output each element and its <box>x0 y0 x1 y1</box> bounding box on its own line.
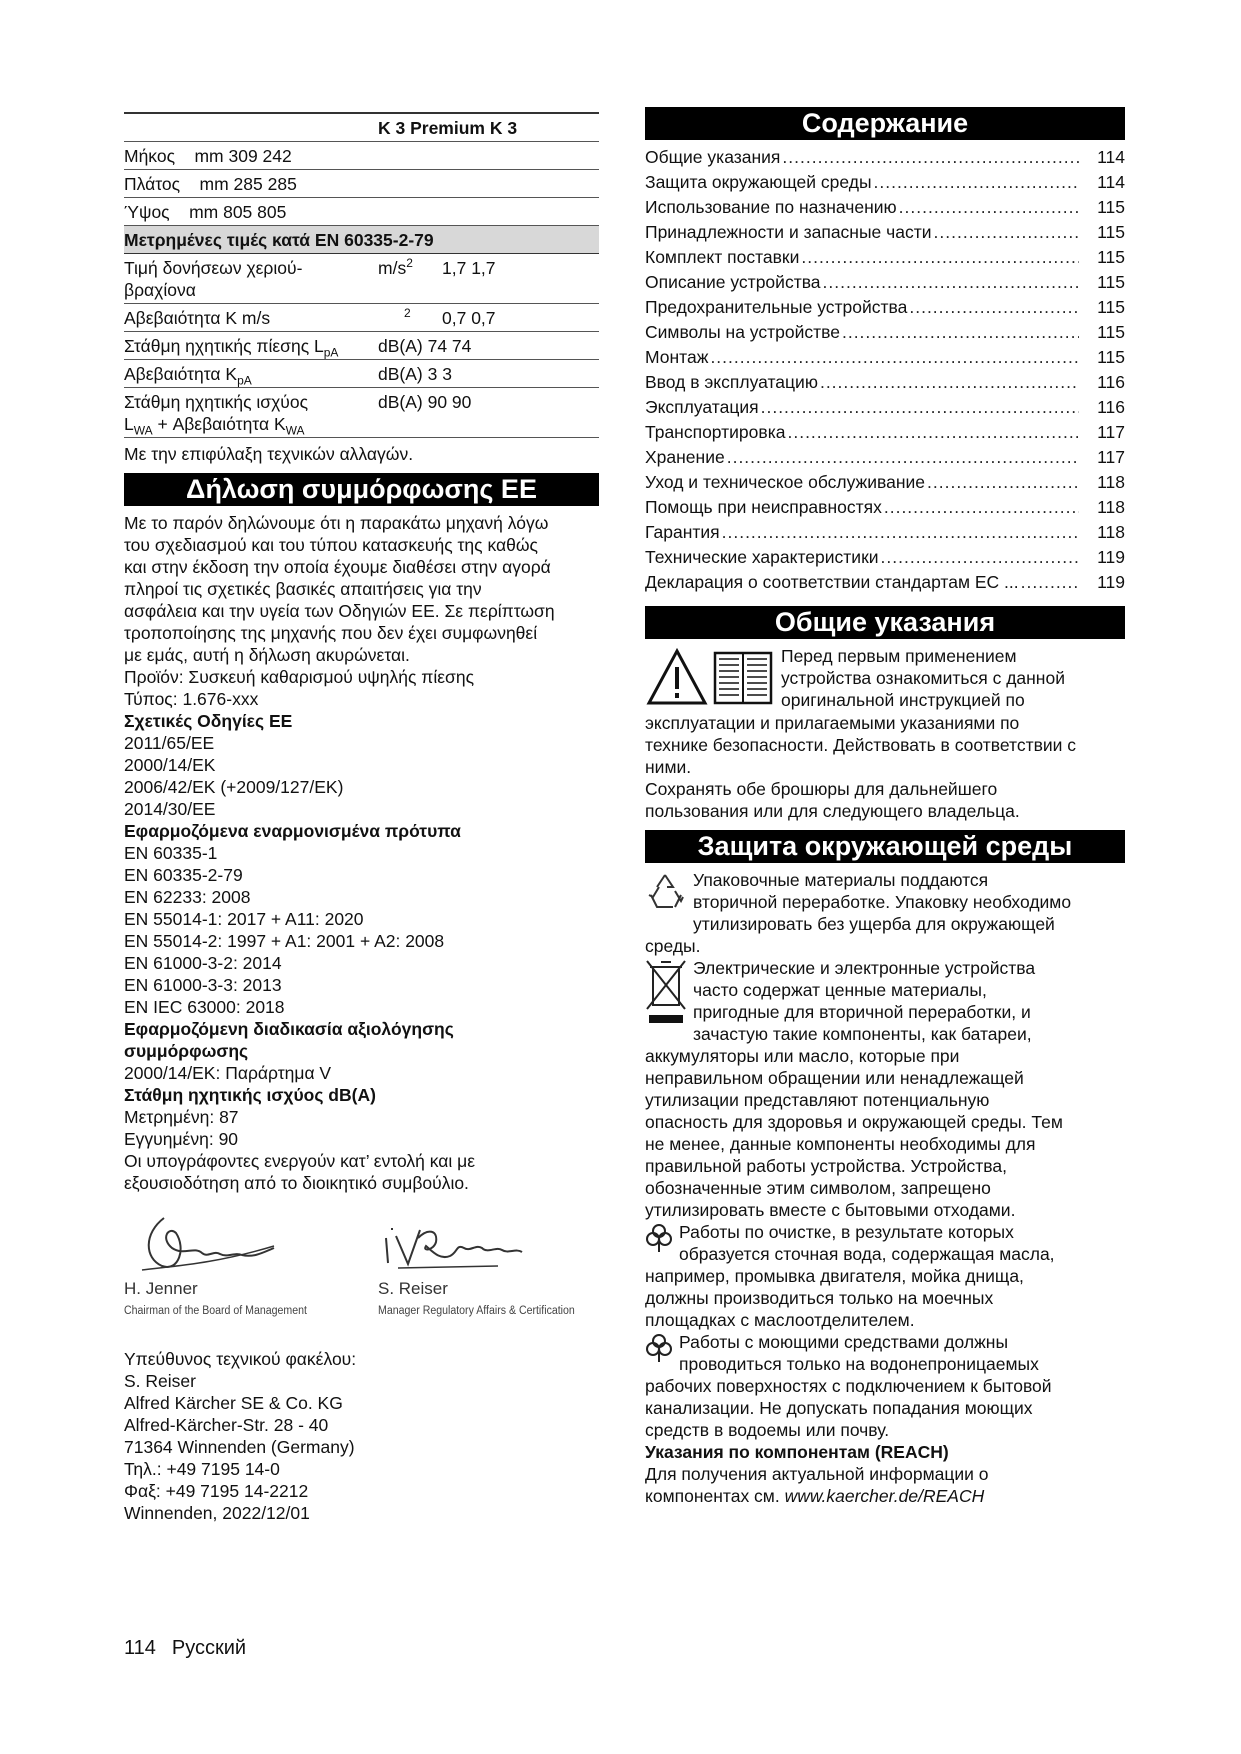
toc-item-title: Монтаж <box>645 347 709 367</box>
standard-item: EN 55014-1: 2017 + A11: 2020 <box>124 909 364 929</box>
text-line: обозначенные этим символом, запрещено <box>645 1178 991 1198</box>
toc-item[interactable] <box>645 371 1125 396</box>
text-line: Работы с моющими средствами должны <box>679 1332 1009 1352</box>
text-line: рабочих поверхностях с подключением к бытовой <box>645 1376 1052 1396</box>
recycle-text <box>645 869 1125 957</box>
standard-item: EN 61000-3-3: 2013 <box>124 975 282 995</box>
uncertainty-k-value: 0,7 0,7 <box>442 304 599 332</box>
text-line: среды. <box>645 936 701 956</box>
toc-item-page: 115 <box>1097 247 1125 267</box>
text-line: должны производиться только на моечных <box>645 1288 994 1308</box>
environment-title: Защита окружающей среды <box>645 830 1125 863</box>
oil-separator-icon <box>645 1223 673 1258</box>
language-label: Русский <box>171 1637 247 1659</box>
weee-paragraph <box>645 957 1125 1045</box>
toc-item-title: Технические характеристики <box>645 547 879 567</box>
technical-changes-note: Με την επιφύλαξη τεχνικών αλλαγών. <box>124 444 414 464</box>
right-column <box>645 107 1125 1507</box>
table-row <box>124 360 599 388</box>
toc-leader-dots <box>823 271 1079 293</box>
toc-item[interactable] <box>645 246 1125 271</box>
lpa-label: Στάθμη ηχητικής πίεσης $L_{pA}$ <box>124 332 378 360</box>
sig2-name: S. Reiser <box>378 1279 448 1298</box>
reach-link[interactable]: www.kaercher.de/REACH <box>784 1486 985 1506</box>
directive-item: 2011/65/EE <box>124 733 215 753</box>
toc-item[interactable] <box>645 421 1125 446</box>
text-line: пригодные для вторичной переработки, и <box>693 1002 1031 1022</box>
general-title: Общие указания <box>645 606 1125 639</box>
text-line: με εμάς, αυτή η δήλωση ακυρώνεται. <box>124 645 410 665</box>
spec-header-row <box>124 113 599 142</box>
toc-leader-dots <box>934 221 1079 243</box>
text-line: опасность для здоровья и окружающей среды. Тем <box>645 1112 1063 1132</box>
toc-leader-dots <box>820 371 1079 393</box>
toc-item-page: 114 <box>1097 147 1125 167</box>
text-line: технике безопасности. Действовать в соответствии с <box>645 735 1077 755</box>
clean1-paragraph <box>645 1221 1125 1265</box>
text-line: проводиться только на водонепроницаемых <box>679 1354 1039 1374</box>
table-row: Αβεβαιότητα K m/s $^2$ 0,7 0,7 <box>124 304 599 332</box>
toc-item-title: Принадлежности и запасные части <box>645 222 932 242</box>
measured-heading: Μετρημένες τιμές κατά EN 60335-2-79 <box>124 226 599 254</box>
crossed-bin-icon <box>645 959 687 1034</box>
text-line: зачастую такие компоненты, как батареи, <box>693 1024 1032 1044</box>
toc-item[interactable] <box>645 196 1125 221</box>
measured-heading-row <box>124 226 599 254</box>
table-row <box>124 170 599 198</box>
procedure-heading: Εφαρμοζόμενη διαδικασία αξιολόγησης συμμόρφωσης <box>124 1019 454 1061</box>
contact-line: S. Reiser <box>124 1371 196 1391</box>
toc-leader-dots <box>884 496 1079 518</box>
toc-item[interactable] <box>645 571 1125 596</box>
signatories-note <box>124 1150 599 1194</box>
contact-line: Alfred-Kärcher-Str. 28 - 40 <box>124 1415 329 1435</box>
clean1-icon-lines <box>645 1221 1125 1265</box>
text-line: τροποποίησης της μηχανής που δεν έχει συμφωνηθεί <box>124 623 538 643</box>
text-line: не менее, данные компоненты необходимы для <box>645 1134 1036 1154</box>
toc-leader-dots <box>874 171 1079 193</box>
clean2-icon-lines <box>645 1331 1125 1375</box>
toc-item-title: Символы на устройстве <box>645 322 840 342</box>
lwa-value: dB(A) 90 90 <box>378 388 599 438</box>
left-column <box>124 112 599 1524</box>
text-line: Με το παρόν δηλώνουμε ότι η παρακάτω μηχανή λόγω <box>124 513 549 533</box>
toc-item[interactable] <box>645 446 1125 471</box>
text-line: Электрические и электронные устройства <box>693 958 1036 978</box>
reach-line-1: Для получения актуальной информации о <box>645 1464 989 1484</box>
toc-item-title: Гарантия <box>645 522 720 542</box>
text-line: ними. <box>645 757 692 777</box>
toc-item-title: Декларация о соответствии стандартам ЕС ... <box>645 572 1019 592</box>
signature-block <box>124 1208 599 1348</box>
text-line: Сохранять обе брошюры для дальнейшего <box>645 779 998 799</box>
toc-item-page: 116 <box>1097 397 1125 417</box>
toc-item-page: 118 <box>1097 497 1125 517</box>
text-line: аккумуляторы или масло, которые при <box>645 1046 960 1066</box>
uncertainty-k-label: Αβεβαιότητα K m/s <box>124 304 378 332</box>
text-line: канализации. Не допускать попадания моющих <box>645 1398 1033 1418</box>
toc-item[interactable] <box>645 496 1125 521</box>
toc-leader-dots <box>782 146 1079 168</box>
sig1-name: H. Jenner <box>124 1279 198 1298</box>
text-line: правильной работы устройства. Устройства, <box>645 1156 1007 1176</box>
reach-line-2: компонентах см. www.kaercher.de/REACH <box>645 1486 985 1506</box>
text-line: неправильном обращении или ненадлежащей <box>645 1068 1024 1088</box>
reach-heading: Указания по компонентам (REACH) <box>645 1442 949 1462</box>
toc-item[interactable] <box>645 471 1125 496</box>
weee-text <box>645 1045 1125 1221</box>
table-row <box>124 198 599 226</box>
contact-line: Υπεύθυνος τεχνικού φακέλου: <box>124 1349 357 1369</box>
toc-item-page: 115 <box>1097 322 1125 342</box>
signature-jenner-scribble <box>124 1208 314 1278</box>
text-line: και στην έκδοση την οποία έχουμε διαθέσει στην αγορά <box>124 557 551 577</box>
toc-item-page: 119 <box>1097 572 1125 592</box>
text-line: Работы по очистке, в результате которых <box>679 1222 1014 1242</box>
spec-header-label: K 3 Premium K 3 <box>378 113 599 142</box>
toc-item-title: Хранение <box>645 447 725 467</box>
toc-leader-dots <box>927 471 1079 493</box>
text-line: εξουσιοδότηση από το διοικητικό συμβούλιο. <box>124 1173 469 1193</box>
kpa-value: dB(A) 3 3 <box>378 360 599 388</box>
toc-leader-dots <box>761 396 1079 418</box>
toc-item-page: 116 <box>1097 372 1125 392</box>
toc-item-title: Транспортировка <box>645 422 786 442</box>
signature-jenner <box>124 1208 344 1322</box>
toc-item-page: 115 <box>1097 197 1125 217</box>
toc-item[interactable] <box>645 271 1125 296</box>
general-intro <box>645 645 1125 712</box>
toc-item[interactable] <box>645 521 1125 546</box>
toc-leader-dots <box>787 421 1079 443</box>
text-line: площадках с маслоотделителем. <box>645 1310 915 1330</box>
text-line: вторичной переработке. Упаковку необходимо <box>693 892 1072 912</box>
text-line: образуется сточная вода, содержащая масла, <box>679 1244 1055 1264</box>
toc-list <box>645 146 1125 596</box>
toc-item-title: Помощь при неисправностях <box>645 497 882 517</box>
standards-heading: Εφαρμοζόμενα εναρμονισμένα πρότυπα <box>124 821 461 841</box>
procedure-value: 2000/14/EK: Παράρτημα V <box>124 1063 332 1083</box>
declaration-title: Δήλωση συμμόρφωσης ΕΕ <box>124 473 599 506</box>
directive-item: 2000/14/EK <box>124 755 216 775</box>
toc-item[interactable] <box>645 296 1125 321</box>
directives-heading: Σχετικές Οδηγίες ΕΕ <box>124 711 293 731</box>
clean1-text <box>645 1265 1125 1331</box>
standard-item: EN 60335-1 <box>124 843 218 863</box>
toc-item[interactable] <box>645 546 1125 571</box>
guaranteed-value: Εγγυημένη: 90 <box>124 1129 239 1149</box>
text-line: утилизировать вместе с бытовыми отходами. <box>645 1200 1016 1220</box>
vibration-label: Τιμή δονήσεων χεριού- βραχίονα <box>124 254 378 304</box>
table-row <box>124 142 599 170</box>
standards-list <box>124 842 599 1018</box>
text-line: часто содержат ценные материалы, <box>693 980 987 1000</box>
text-line: оригинальной инструкцией по <box>781 690 1025 710</box>
toc-item-page: 115 <box>1097 272 1125 292</box>
toc-leader-dots <box>801 246 1079 268</box>
table-row <box>124 388 599 438</box>
spec-table <box>124 112 599 438</box>
contact-line: 71364 Winnenden (Germany) <box>124 1437 355 1457</box>
toc-title: Содержание <box>645 107 1125 140</box>
vibration-unit: $m/s^2$ <box>378 254 442 304</box>
general-text <box>645 712 1125 822</box>
clean2-paragraph <box>645 1331 1125 1375</box>
standard-item: EN 60335-2-79 <box>124 865 243 885</box>
toc-item[interactable] <box>645 171 1125 196</box>
toc-item-page: 117 <box>1097 447 1125 467</box>
text-line: Перед первым применением <box>781 646 1017 666</box>
contact-line: Τηλ.: +49 7195 14-0 <box>124 1459 280 1479</box>
text-line: пользования или для следующего владельца. <box>645 801 1020 821</box>
text-line: Τύπος: 1.676-xxx <box>124 689 259 709</box>
manual-warning-icons <box>645 647 775 712</box>
contact-line: Winnenden, 2022/12/01 <box>124 1503 310 1523</box>
directive-item: 2006/42/EK (+2009/127/EK) <box>124 777 344 797</box>
page-footer <box>124 1637 262 1659</box>
text-line: Упаковочные материалы поддаются <box>693 870 989 890</box>
table-row <box>124 332 599 360</box>
toc-item-title: Предохранительные устройства <box>645 297 908 317</box>
toc-item-title: Комплект поставки <box>645 247 800 267</box>
signature-reiser-scribble <box>378 1208 568 1278</box>
signature-reiser <box>378 1208 598 1322</box>
contact-line: Alfred Kärcher SE & Co. KG <box>124 1393 343 1413</box>
declaration-body <box>124 512 599 1194</box>
table-row <box>124 254 599 304</box>
standard-item: EN 55014-2: 1997 + A1: 2001 + A2: 2008 <box>124 931 445 951</box>
toc-leader-dots <box>1021 571 1079 593</box>
measured-value: Μετρημένη: 87 <box>124 1107 239 1127</box>
spec-dim-cell: Ύψος mm 805 805 <box>124 198 599 226</box>
standard-item: EN 61000-3-2: 2014 <box>124 953 282 973</box>
standard-item: EN IEC 63000: 2018 <box>124 997 285 1017</box>
toc-item[interactable] <box>645 396 1125 421</box>
toc-item-title: Описание устройства <box>645 272 821 292</box>
clean2-text <box>645 1375 1125 1441</box>
directive-item: 2014/30/EE <box>124 799 216 819</box>
general-body <box>645 645 1125 822</box>
toc-item[interactable] <box>645 346 1125 371</box>
text-line: Οι υπογράφοντες ενεργούν κατ’ εντολή και με <box>124 1151 476 1171</box>
weee-icon-lines <box>645 957 1125 1045</box>
text-line: Προϊόν: Συσκευή καθαρισμού υψηλής πίεσης <box>124 667 475 687</box>
warning-book-icon <box>645 647 775 707</box>
toc-item-page: 115 <box>1097 297 1125 317</box>
lpa-value: dB(A) 74 74 <box>378 332 599 360</box>
text-line: эксплуатации и прилагаемыми указаниями по <box>645 713 1020 733</box>
toc-leader-dots <box>710 346 1079 368</box>
sig1-role: Chairman of the Board of Management <box>124 1305 307 1317</box>
toc-item-title: Эксплуатация <box>645 397 759 417</box>
spec-dim-cell: Μήκος mm 309 242 <box>124 142 599 170</box>
text-line: утилизировать без ущерба для окружающей <box>693 914 1055 934</box>
toc-leader-dots <box>909 296 1079 318</box>
environment-body <box>645 869 1125 1507</box>
toc-item-page: 115 <box>1097 222 1125 242</box>
kpa-label: Αβεβαιότητα $K_{pA}$ <box>124 360 378 388</box>
toc-item-page: 114 <box>1097 172 1125 192</box>
text-line: του σχεδιασμού και του τύπου κατασκευής της καθώς <box>124 535 538 555</box>
recycle-icon <box>645 871 687 916</box>
text-line: например, промывка двигателя, мойка днища, <box>645 1266 1024 1286</box>
toc-item[interactable] <box>645 146 1125 171</box>
page-number: 114 <box>124 1637 156 1659</box>
toc-item-title: Использование по назначению <box>645 197 897 217</box>
toc-item-title: Уход и техническое обслуживание <box>645 472 926 492</box>
text-line: устройства ознакомиться с данной <box>781 668 1065 688</box>
toc-leader-dots <box>722 521 1079 543</box>
toc-item-title: Ввод в эксплуатацию <box>645 372 818 392</box>
declaration-intro <box>124 512 599 710</box>
contact-line: Φαξ: +49 7195 14-2212 <box>124 1481 309 1501</box>
lwa-label: Στάθμη ηχητικής ισχύος $L_{WA} + A\beta\varepsilon\beta\alpha\iota ό\tau\eta\tau\alpha$ $K_{WA}$ <box>124 388 378 438</box>
toc-item-title: Общие указания <box>645 147 781 167</box>
toc-leader-dots <box>899 196 1079 218</box>
toc-leader-dots <box>881 546 1079 568</box>
toc-item[interactable] <box>645 321 1125 346</box>
toc-item-page: 117 <box>1097 422 1125 442</box>
toc-item[interactable] <box>645 221 1125 246</box>
recycle-paragraph <box>645 869 1125 957</box>
toc-leader-dots <box>727 446 1079 468</box>
toc-item-page: 118 <box>1097 522 1125 542</box>
directives-list <box>124 732 599 820</box>
vibration-value: 1,7 1,7 <box>442 254 599 304</box>
power-heading: Στάθμη ηχητικής ισχύος dB(A) <box>124 1085 376 1105</box>
sig2-role: Manager Regulatory Affairs & Certification <box>378 1305 575 1317</box>
text-line: πληροί τις σχετικές βασικές απαιτήσεις για την <box>124 579 482 599</box>
toc-item-page: 118 <box>1097 472 1125 492</box>
text-line: средств в водоемы или почву. <box>645 1420 890 1440</box>
text-line: утилизации представляют потенциальную <box>645 1090 990 1110</box>
text-line: ασφάλεια και την υγεία των Οδηγιών ΕΕ. Σε περίπτωση <box>124 601 555 621</box>
spec-dim-cell: Πλάτος mm 285 285 <box>124 170 599 198</box>
toc-leader-dots <box>842 321 1079 343</box>
standard-item: EN 62233: 2008 <box>124 887 251 907</box>
detergent-icon <box>645 1333 673 1368</box>
toc-item-title: Защита окружающей среды <box>645 172 872 192</box>
contact-block <box>124 1348 599 1524</box>
toc-item-page: 119 <box>1097 547 1125 567</box>
toc-item-page: 115 <box>1097 347 1125 367</box>
